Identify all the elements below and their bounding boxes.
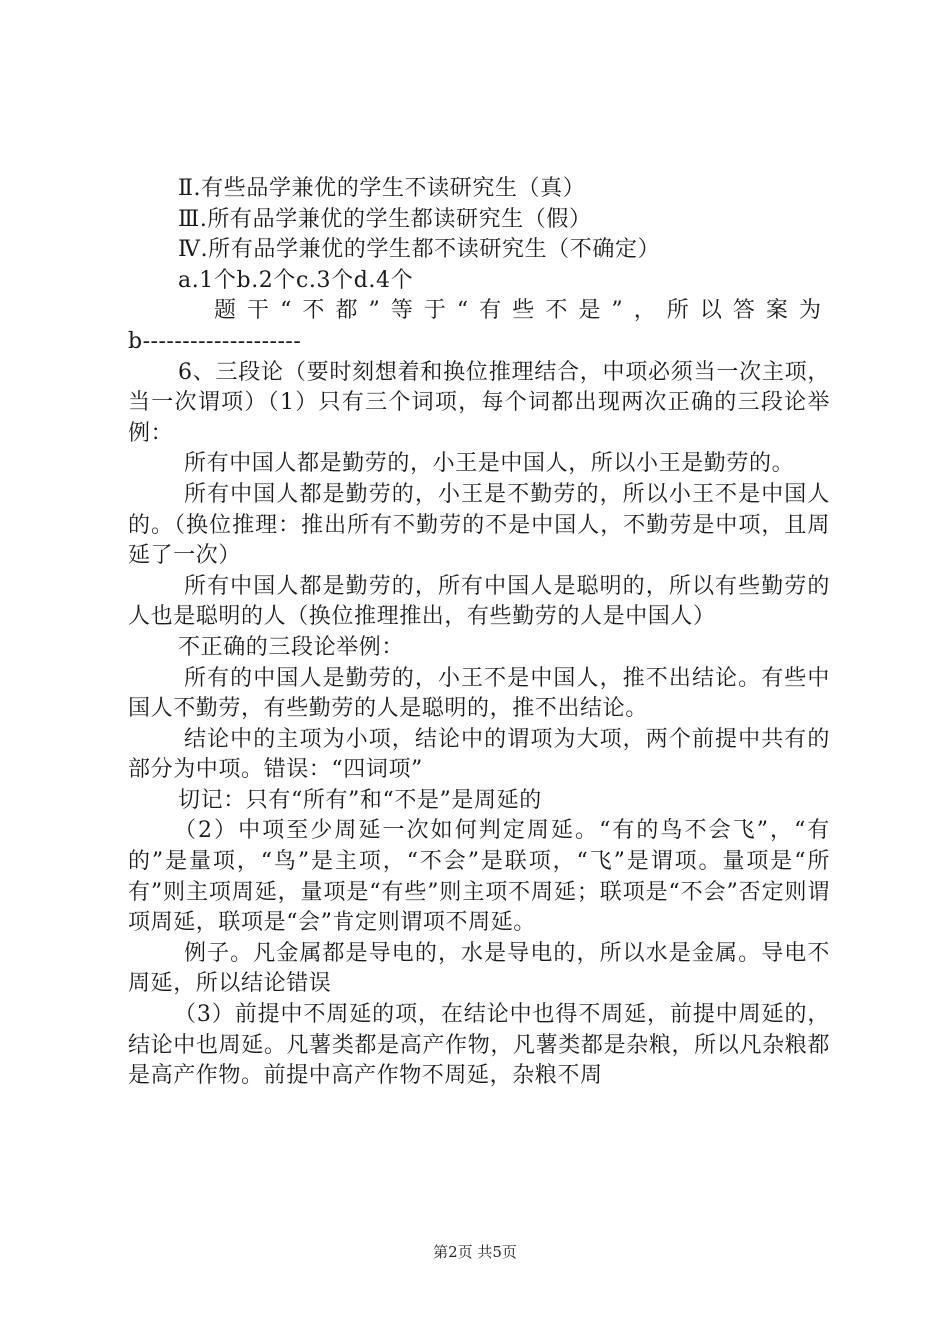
document-body bbox=[128, 174, 830, 1092]
answer-explanation: 题干“不都”等于“有些不是”，所以答案为 bbox=[214, 298, 830, 324]
paragraph-incorrect-examples: 所有的中国人是勤劳的，小王不是中国人，推不出结论。有些中国人不勤劳，有些勤劳的人是聪明的，推不出结论。 bbox=[128, 665, 830, 722]
statement-line-4: Ⅳ.所有品学兼优的学生都不读研究生（不确定） bbox=[178, 237, 661, 263]
paragraph-rule-2: （2）中项至少周延一次如何判定周延。“有的鸟不会飞”，“有的”是量项，“鸟”是主项，“不会”是联项，“飞”是谓项。量项是“所有”则主项周延，量项是“有些”则主项不周延；联项是“不会”否定则谓项周延，联项是“会”肯定则谓项不周延。 bbox=[128, 818, 830, 936]
paragraph-example-metal: 例子。凡金属都是导电的，水是导电的，所以水是金属。导电不周延，所以结论错误 bbox=[128, 940, 830, 997]
page-footer: 第2页 共5页 bbox=[433, 1243, 517, 1261]
statement-line-2: Ⅱ.有些品学兼优的学生不读研究生（真） bbox=[178, 176, 586, 201]
paragraph-remember: 切记：只有“所有”和“不是”是周延的 bbox=[178, 787, 542, 813]
paragraph-syllogism-intro: 6、三段论（要时刻想着和换位推理结合，中项必须当一次主项，当一次谓项）（1）只有三个词项，每个词都出现两次正确的三段论举例： bbox=[128, 359, 830, 446]
statement-line-3: Ⅲ.所有品学兼优的学生都读研究生（假） bbox=[178, 206, 592, 232]
paragraph-incorrect-heading: 不正确的三段论举例： bbox=[178, 634, 405, 660]
options-line: a.1个b.2个c.3个d.4个 bbox=[178, 267, 414, 293]
paragraph-example-3: 所有中国人都是勤劳的，所有中国人是聪明的，所以有些勤劳的人也是聪明的人（换位推理推出，有些勤劳的人是中国人） bbox=[128, 573, 830, 630]
paragraph-terms-definition: 结论中的主项为小项，结论中的谓项为大项，两个前提中共有的部分为中项。错误：“四词项” bbox=[128, 726, 830, 783]
paragraph-example-2: 所有中国人都是勤劳的，小王是不勤劳的，所以小王不是中国人的。（换位推理：推出所有不勤劳的不是中国人，不勤劳是中项，且周延了一次） bbox=[128, 481, 830, 569]
paragraph-rule-3: （3）前提中不周延的项，在结论中也得不周延，前提中周延的，结论中也周延。凡薯类都是高产作物，凡薯类都是杂粮，所以凡杂粮都是高产作物。前提中高产作物不周延，杂粮不周 bbox=[128, 1002, 830, 1089]
paragraph-example-1: 所有中国人都是勤劳的，小王是中国人，所以小王是勤劳的。 bbox=[184, 451, 795, 477]
answer-value: b-------------------- bbox=[128, 328, 302, 354]
